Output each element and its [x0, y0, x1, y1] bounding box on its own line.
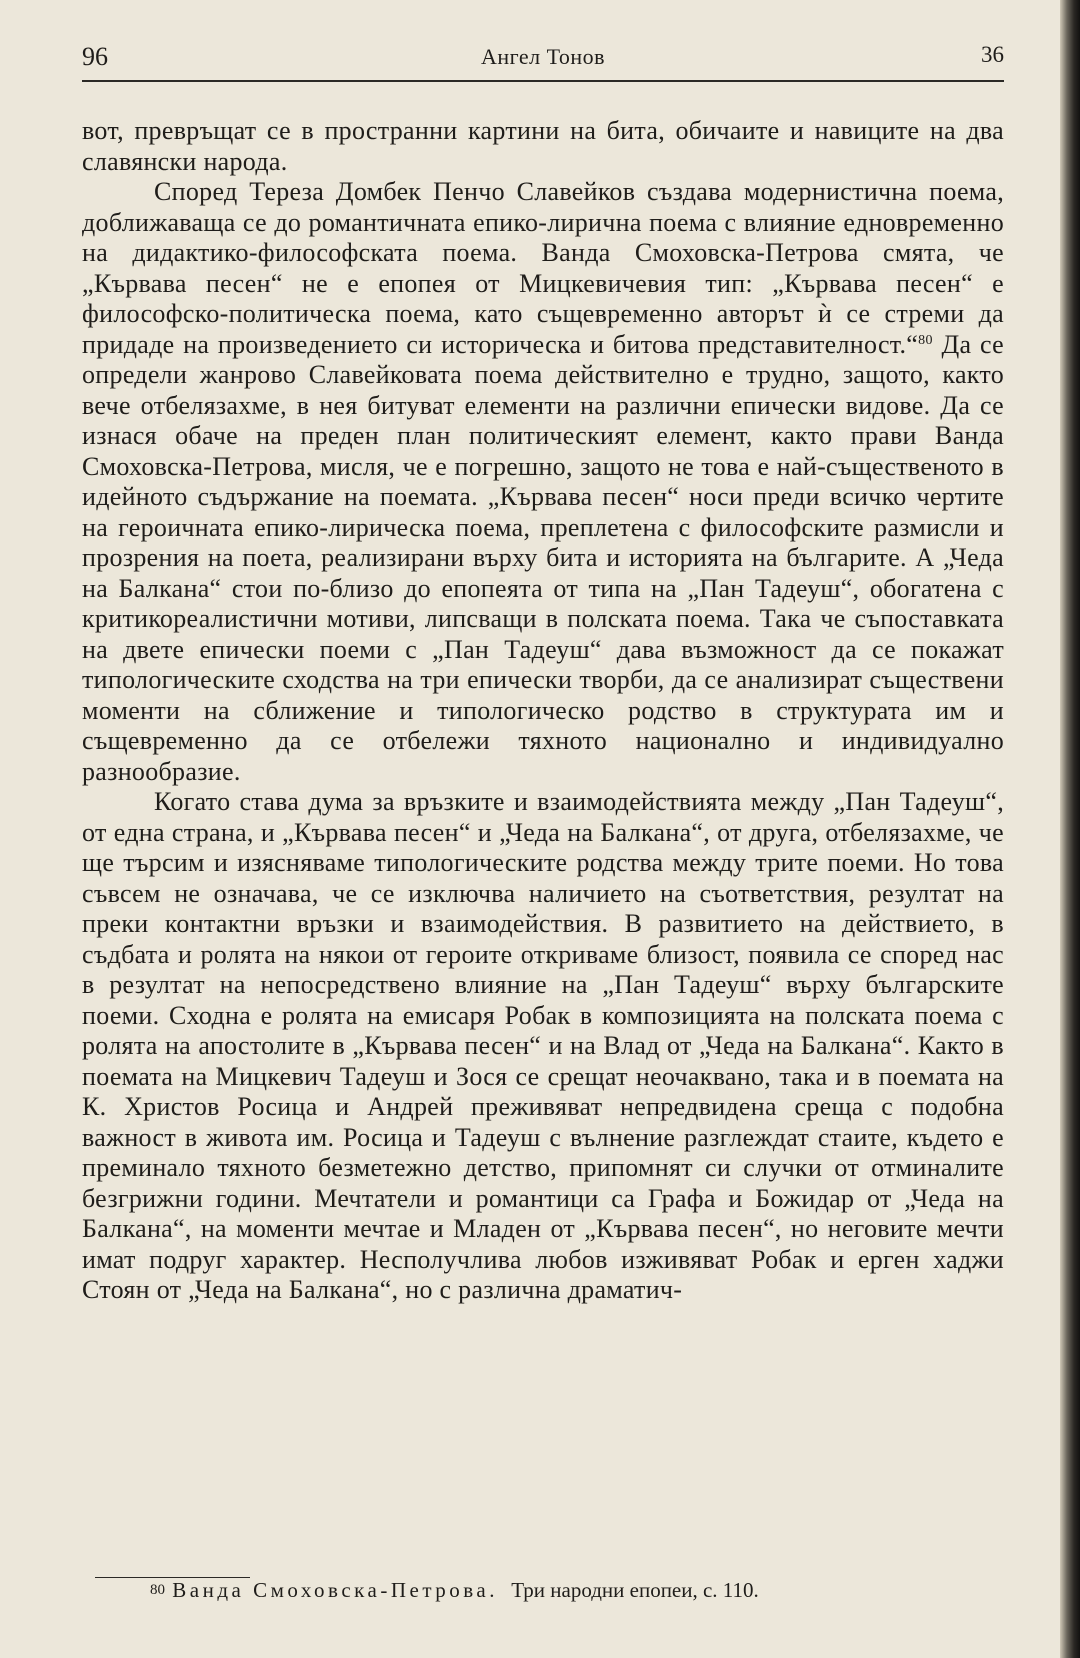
paragraph [82, 177, 1004, 787]
page-number: 96 [82, 42, 108, 71]
header-rule [82, 80, 1004, 82]
section-number: 36 [981, 42, 1004, 67]
page-edge-shadow [1060, 0, 1080, 1658]
page-header [82, 36, 1004, 76]
paragraph: вот, превръщат се в пространни картини на бита, обичаите и навиците на два славянски народа. [82, 116, 1004, 176]
footnote-title: Три народни епопеи, с. 110. [511, 1578, 759, 1602]
paragraph-text: Да се определи жанрово Славейковата поема действително е трудно, защото, както вече отбелязахме, в нея битуват елементи на различни епически видове. Да се изнася обаче на преден план политическият елемент, както прави Ванда Смоховска-Петрова, мисля, че е погрешно, защото не това е най-същественото в идейното съдържание на поемата. „Кървава песен“ носи преди всичко чертите на героичната епико-лирическа поема, преплетена с философските размисли и прозрения на поета, реализирани върху бита и историята на българите. А „Чеда на Балкана“ стои по-близо до епопеята от типа на „Пан Тадеуш“, обогатена с критикореалистични мотиви, липсващи в полската поема. Така че съпоставката на двете епически поеми с „Пан Тадеуш“ дава възможност да се покажат типологическите сходства на три епически творби, да се анализират съществени моменти на сближение и типологическо родство в структурата им и същевременно да се отбележи тяхното национално и индивидуално разнообразие. [82, 329, 1004, 786]
footnote-author: Ванда Смоховска-Петрова. [172, 1578, 498, 1602]
footnote-number: 80 [150, 1582, 165, 1598]
footnote [150, 1576, 1010, 1604]
body-text [82, 116, 1004, 1306]
footnote-reference[interactable]: 80 [918, 332, 933, 348]
paragraph: Когато става дума за връзките и взаимодействията между „Пан Тадеуш“, от една страна, и „Кървава песен“ и „Чеда на Балкана“, от друга, отбелязахме, че ще търсим и изясняваме типологическите родства между трите поеми. Но това съвсем не означава, че се изключва наличието на съответствия, резултат на преки контактни връзки и взаимодействия. В развитието на действието, в съдбата и ролята на някои от героите откриваме близост, появила се според нас в резултат на непосредствено влияние на „Пан Тадеуш“ върху българските поеми. Сходна е ролята на емисаря Робак в композицията на полската поема с ролята на апостолите в „Кървава песен“ и на Влад от „Чеда на Балкана“. Както в поемата на Мицкевич Тадеуш и Зося се срещат неочаквано, така и в поемата на К. Христов Росица и Андрей преживяват непредвидена среща с подобна важност в живота им. Росица и Тадеуш с вълнение разглеждат стаите, където е преминало тяхното безметежно детство, припомнят си случки от отминалите безгрижни години. Мечтатели и романтици са Графа и Божидар от „Чеда на Балкана“, на моменти мечтае и Младен от „Кървава песен“, но неговите мечти имат подруг характер. Несполучлива любов изживяват Робак и ерген хаджи Стоян от „Чеда на Балкана“, но с различна драматич- [82, 787, 1004, 1304]
running-title: Ангел Тонов [480, 44, 606, 69]
paragraph-text: Според Тереза Домбек Пенчо Славейков създава модернистична поема, доближаваща се до романтичната епико-лирична поема с влияние едновременно на дидактико-философската поема. Ванда Смоховска-Петрова смята, че „Кървава песен“ не е епопея от Мицкевичевия тип: „Кървава песен“ е философско-политическа поема, като същевременно авторът ѝ се стреми да придаде на произведението си историческа и битова представителност.“ [82, 177, 1004, 359]
